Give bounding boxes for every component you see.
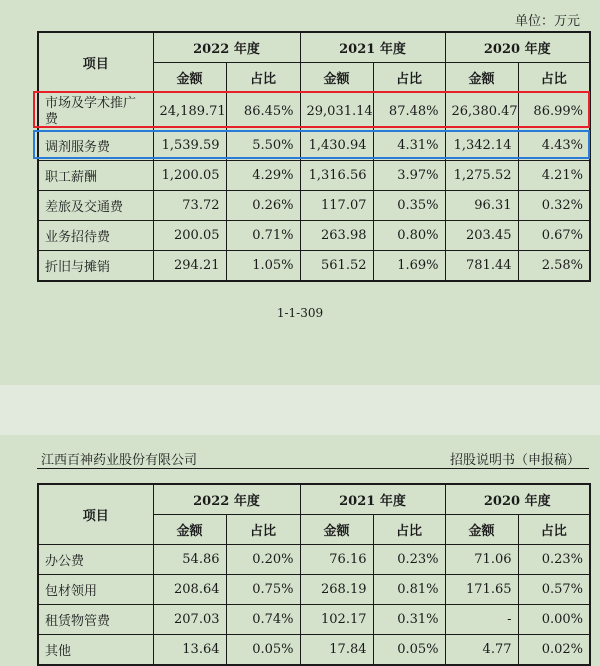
amount-cell: 1,200.05 [153, 161, 226, 191]
ratio-cell: 0.05% [373, 635, 445, 666]
amount-cell: 29,031.14 [300, 93, 373, 131]
row-label: 市场及学术推广费 [38, 93, 153, 131]
amount-cell: 1,430.94 [300, 131, 373, 161]
amount-cell: 13.64 [153, 635, 226, 666]
header-year-2020: 2020 年度 [445, 484, 590, 515]
ratio-cell: 0.35% [373, 191, 445, 221]
header-amount: 金额 [445, 515, 518, 545]
amount-cell: 263.98 [300, 221, 373, 251]
header-ratio: 占比 [373, 63, 445, 93]
header-ratio: 占比 [226, 515, 300, 545]
amount-cell: 561.52 [300, 251, 373, 282]
page-number: 1-1-309 [276, 306, 324, 320]
ratio-cell: 0.74% [226, 605, 300, 635]
table-row [38, 131, 590, 161]
page-bottom [0, 435, 600, 661]
amount-cell: 208.64 [153, 575, 226, 605]
ratio-cell: 0.32% [518, 191, 590, 221]
table-row [38, 545, 590, 575]
ratio-cell: 4.29% [226, 161, 300, 191]
amount-cell: 71.06 [445, 545, 518, 575]
table-row [38, 605, 590, 635]
ratio-cell: 0.67% [518, 221, 590, 251]
header-ratio: 占比 [226, 63, 300, 93]
header-ratio: 占比 [518, 63, 590, 93]
table-row [38, 575, 590, 605]
header-amount: 金额 [300, 515, 373, 545]
ratio-cell: 5.50% [226, 131, 300, 161]
amount-cell: 207.03 [153, 605, 226, 635]
header-year-2021: 2021 年度 [300, 32, 445, 63]
amount-cell: 294.21 [153, 251, 226, 282]
expense-table-top [37, 31, 591, 282]
amount-cell: 1,342.14 [445, 131, 518, 161]
header-item: 项目 [38, 32, 153, 93]
ratio-cell: 0.71% [226, 221, 300, 251]
header-amount: 金额 [445, 63, 518, 93]
ratio-cell: 1.69% [373, 251, 445, 282]
amount-cell: 268.19 [300, 575, 373, 605]
header-year-2020: 2020 年度 [445, 32, 590, 63]
header-ratio: 占比 [518, 515, 590, 545]
amount-cell: 17.84 [300, 635, 373, 666]
row-label: 办公费 [38, 545, 153, 575]
header-year-2021: 2021 年度 [300, 484, 445, 515]
row-label: 租赁物管费 [38, 605, 153, 635]
header-amount: 金额 [153, 63, 226, 93]
amount-cell: 203.45 [445, 221, 518, 251]
ratio-cell: 0.75% [226, 575, 300, 605]
header-item: 项目 [38, 484, 153, 545]
header-ratio: 占比 [373, 515, 445, 545]
amount-cell: 781.44 [445, 251, 518, 282]
header-divider [37, 468, 589, 469]
ratio-cell: 3.97% [373, 161, 445, 191]
amount-cell: 1,275.52 [445, 161, 518, 191]
ratio-cell: 2.58% [518, 251, 590, 282]
amount-cell: 76.16 [300, 545, 373, 575]
row-label: 包材领用 [38, 575, 153, 605]
ratio-cell: 87.48% [373, 93, 445, 131]
ratio-cell: 0.81% [373, 575, 445, 605]
table-row [38, 161, 590, 191]
ratio-cell: 0.26% [226, 191, 300, 221]
ratio-cell: 86.45% [226, 93, 300, 131]
row-label: 差旅及交通费 [38, 191, 153, 221]
ratio-cell: 0.05% [226, 635, 300, 666]
table-row [38, 221, 590, 251]
ratio-cell: 0.80% [373, 221, 445, 251]
ratio-cell: 4.43% [518, 131, 590, 161]
ratio-cell: 1.05% [226, 251, 300, 282]
amount-cell: 26,380.47 [445, 93, 518, 131]
amount-cell: 117.07 [300, 191, 373, 221]
amount-cell: 200.05 [153, 221, 226, 251]
ratio-cell: 0.02% [518, 635, 590, 666]
amount-cell: 1,316.56 [300, 161, 373, 191]
unit-label: 单位：万元 [514, 14, 580, 29]
expense-table-bottom [37, 483, 591, 666]
amount-cell: 4.77 [445, 635, 518, 666]
amount-cell: 1,539.59 [153, 131, 226, 161]
ratio-cell: 0.00% [518, 605, 590, 635]
amount-cell: 171.65 [445, 575, 518, 605]
row-label: 职工薪酬 [38, 161, 153, 191]
ratio-cell: 86.99% [518, 93, 590, 131]
header-year-2022: 2022 年度 [153, 484, 300, 515]
row-label: 业务招待费 [38, 221, 153, 251]
ratio-cell: 0.20% [226, 545, 300, 575]
ratio-cell: 0.57% [518, 575, 590, 605]
amount-cell: 96.31 [445, 191, 518, 221]
table-row [38, 251, 590, 282]
header-year-2022: 2022 年度 [153, 32, 300, 63]
document-type: 招股说明书（申报稿） [449, 453, 580, 468]
amount-cell: - [445, 605, 518, 635]
ratio-cell: 0.31% [373, 605, 445, 635]
ratio-cell: 4.31% [373, 131, 445, 161]
amount-cell: 73.72 [153, 191, 226, 221]
page-separator [0, 385, 600, 435]
row-label: 调剂服务费 [38, 131, 153, 161]
table-row [38, 191, 590, 221]
amount-cell: 54.86 [153, 545, 226, 575]
ratio-cell: 4.21% [518, 161, 590, 191]
header-amount: 金额 [300, 63, 373, 93]
table-row [38, 635, 590, 666]
header-amount: 金额 [153, 515, 226, 545]
amount-cell: 24,189.71 [153, 93, 226, 131]
company-name: 江西百神药业股份有限公司 [41, 453, 198, 468]
amount-cell: 102.17 [300, 605, 373, 635]
row-label: 折旧与摊销 [38, 251, 153, 282]
table-row [38, 93, 590, 131]
row-label: 其他 [38, 635, 153, 666]
ratio-cell: 0.23% [373, 545, 445, 575]
ratio-cell: 0.23% [518, 545, 590, 575]
